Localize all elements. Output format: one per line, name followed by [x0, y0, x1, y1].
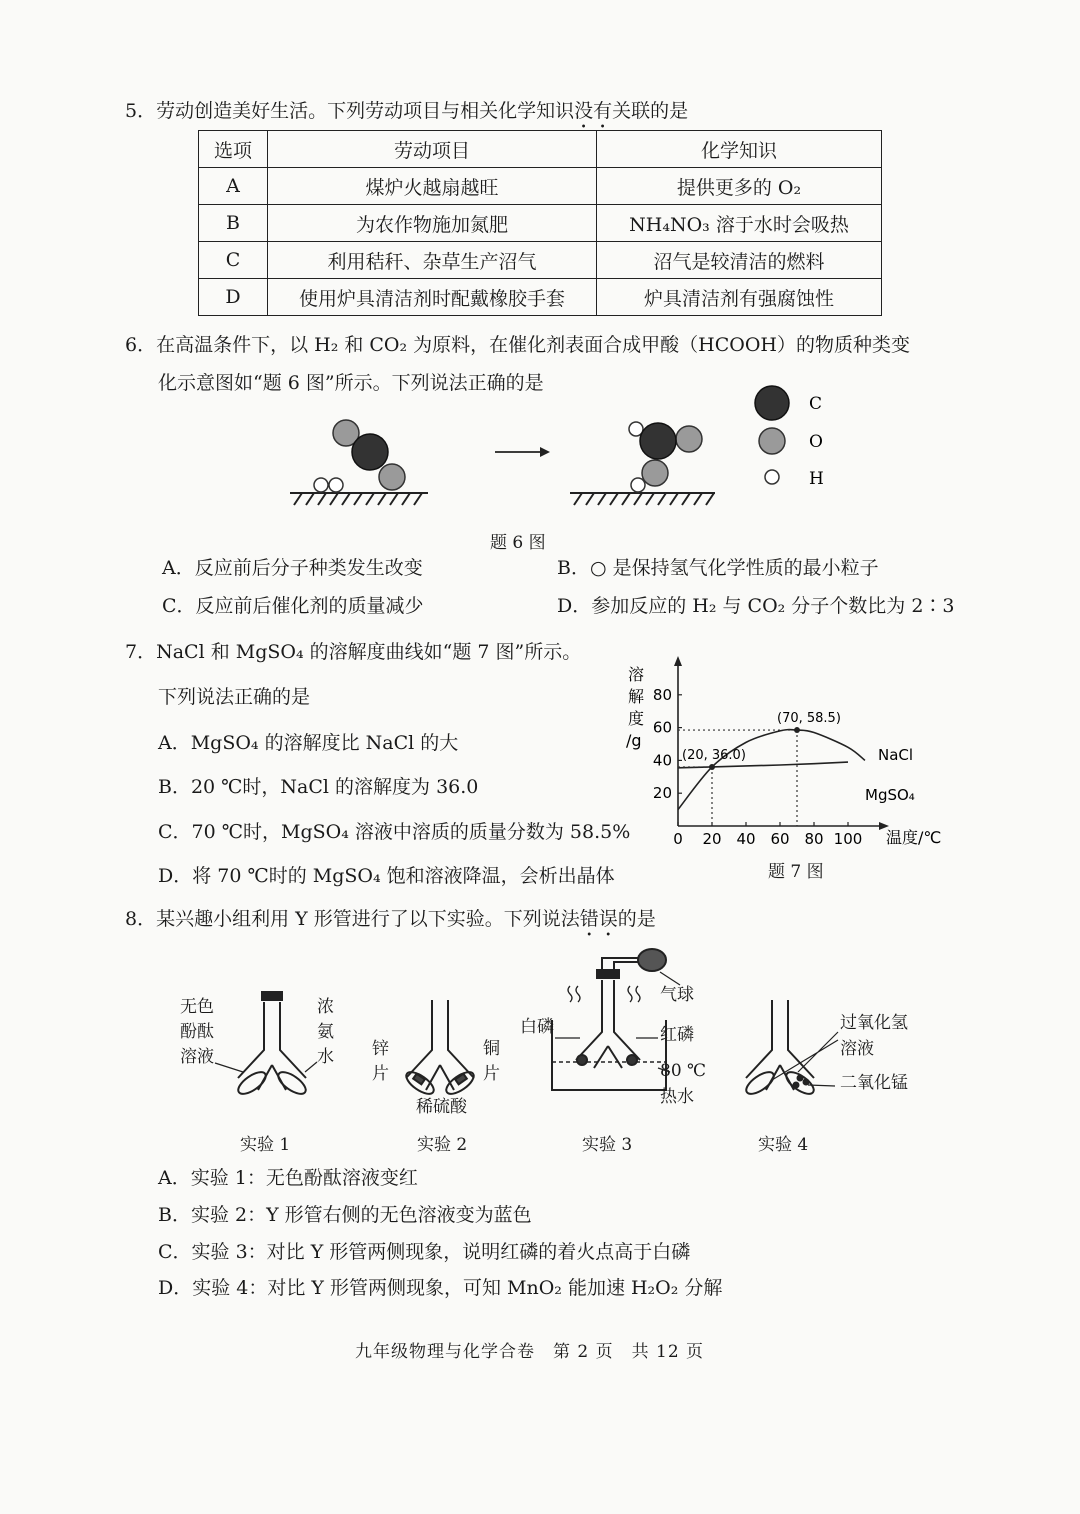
- y-tube-1: [215, 992, 317, 1098]
- table-cell: 提供更多的 O₂: [597, 168, 882, 205]
- y-tick-label: 20: [652, 784, 672, 803]
- exp4-label: 过氧化氢: [840, 1013, 908, 1033]
- point-annotation: (70, 58.5): [777, 711, 841, 727]
- x-tick-label: 40: [736, 830, 756, 848]
- page-footer: 九年级物理与化学合卷 第 2 页 共 12 页: [355, 1342, 705, 1362]
- exp1-label: 溶液: [180, 1047, 214, 1067]
- exp3-label: 气球: [660, 985, 694, 1005]
- exp3-label: 白磷: [520, 1017, 554, 1037]
- table-header: 选项: [199, 131, 268, 168]
- y-axis-arrow: [674, 656, 682, 666]
- q6-option-b[interactable]: B．○ 是保持氢气化学性质的最小粒子: [557, 557, 879, 579]
- q7-option-d[interactable]: D．将 70 ℃时的 MgSO₄ 饱和溶液降温，会析出晶体: [158, 865, 615, 887]
- x-tick-label: 80: [804, 830, 824, 848]
- series-label-mgso4: MgSO₄: [865, 786, 915, 804]
- q7-option-a[interactable]: A．MgSO₄ 的溶解度比 NaCl 的大: [158, 732, 459, 754]
- exp3-caption: 实验 3: [582, 1135, 633, 1155]
- q8-option-a[interactable]: A．实验 1：无色酚酞溶液变红: [158, 1167, 418, 1189]
- exp3-label: 80 ℃: [660, 1061, 707, 1081]
- table-row: [199, 279, 882, 316]
- exp1-label: 浓: [317, 997, 334, 1017]
- table-cell: 炉具清洁剂有强腐蚀性: [597, 279, 882, 316]
- q5-stem: 5．劳动创造美好生活。下列劳动项目与相关化学知识没有关联的是: [125, 100, 689, 122]
- q6-stem-line1: 6．在高温条件下，以 H₂ 和 CO₂ 为原料，在催化剂表面合成甲酸（HCOOH）的物质种类变: [125, 334, 910, 356]
- chart-annotations: [678, 711, 841, 826]
- catalyst-surface-right: [570, 493, 715, 505]
- table-cell: NH₄NO₃ 溶于水时会吸热: [597, 205, 882, 242]
- q8-option-c[interactable]: C．实验 3：对比 Y 形管两侧现象，说明红磷的着火点高于白磷: [158, 1241, 691, 1263]
- data-point: [709, 764, 715, 770]
- y-axis-label: 解: [628, 687, 645, 706]
- q7-caption: 题 7 图: [768, 862, 824, 882]
- q7-stem-line1: 7．NaCl 和 MgSO₄ 的溶解度曲线如“题 7 图”所示。: [125, 641, 582, 663]
- q6-caption: 题 6 图: [490, 533, 546, 553]
- table-cell: D: [199, 279, 268, 316]
- exp1-label: 酚酞: [180, 1022, 214, 1042]
- catalyst-surface-left: [290, 493, 428, 505]
- table-row: [199, 242, 882, 279]
- q8-option-d[interactable]: D．实验 4：对比 Y 形管两侧现象，可知 MnO₂ 能加速 H₂O₂ 分解: [158, 1277, 723, 1299]
- x-tick-label: 20: [702, 830, 722, 848]
- carbon-atom: [640, 423, 676, 459]
- oxygen-atom: [642, 460, 668, 486]
- y-tick-label: 80: [652, 685, 672, 704]
- reaction-arrow: [495, 447, 550, 457]
- exp3-label: 红磷: [660, 1025, 694, 1045]
- table-header: 化学知识: [597, 131, 882, 168]
- y-tube-2: [403, 1000, 477, 1098]
- chart-series: [678, 730, 865, 810]
- carbon-atom: [352, 434, 388, 470]
- exp2-label: 片: [372, 1064, 389, 1084]
- legend-label: H: [809, 469, 824, 489]
- exp3-label: 热水: [660, 1087, 694, 1107]
- data-point: [794, 727, 800, 733]
- exp2-caption: 实验 2: [417, 1135, 468, 1155]
- series-line-mgso4: [678, 730, 865, 810]
- table-cell: 沼气是较清洁的燃料: [597, 242, 882, 279]
- exp1-label: 水: [317, 1047, 334, 1067]
- table-row: [199, 168, 882, 205]
- exp2-label: 铜: [483, 1039, 500, 1059]
- table-header-row: [199, 131, 882, 168]
- hydrogen-atom: [329, 478, 343, 492]
- q8-experiments-figure: [160, 940, 960, 1130]
- table-cell: C: [199, 242, 268, 279]
- oxygen-atom: [379, 464, 405, 490]
- series-label-nacl: NaCl: [878, 746, 914, 764]
- table-cell: B: [199, 205, 268, 242]
- y-tube-4: [743, 1000, 838, 1098]
- x-axis-label: 温度/℃: [886, 828, 942, 847]
- hydrogen-atom: [314, 478, 328, 492]
- q6-option-c[interactable]: C．反应前后催化剂的质量减少: [162, 595, 424, 617]
- table-cell: 使用炉具清洁剂时配戴橡胶手套: [268, 279, 597, 316]
- exp4-caption: 实验 4: [758, 1135, 809, 1155]
- q6-stem-line2: 化示意图如“题 6 图”所示。下列说法正确的是: [158, 372, 544, 394]
- exp1-label: 氨: [317, 1022, 334, 1042]
- y-tick-label: 60: [652, 718, 672, 737]
- legend-oxygen-icon: [759, 428, 785, 454]
- exp2-label: 锌: [372, 1039, 389, 1059]
- q7-option-c[interactable]: C．70 ℃时，MgSO₄ 溶液中溶质的质量分数为 58.5%: [158, 821, 631, 843]
- hydrogen-atom: [631, 478, 645, 492]
- exp1-label: 无色: [180, 997, 214, 1017]
- exp2-label: 片: [483, 1064, 500, 1084]
- q8-stem: 8．某兴趣小组利用 Y 形管进行了以下实验。下列说法错误的是: [125, 908, 656, 930]
- q7-option-b[interactable]: B．20 ℃时，NaCl 的溶解度为 36.0: [158, 776, 479, 798]
- exp4-label: 溶液: [840, 1039, 874, 1059]
- y-axis-label: 度: [628, 709, 645, 728]
- legend-hydrogen-icon: [765, 470, 779, 484]
- point-annotation: (20, 36.0): [682, 747, 746, 763]
- y-axis-label: 溶: [628, 665, 645, 684]
- legend-carbon-icon: [755, 386, 789, 420]
- y-tick-label: 40: [652, 751, 672, 770]
- table-row: [199, 205, 882, 242]
- table-cell: 煤炉火越扇越旺: [268, 168, 597, 205]
- q7-stem-line2: 下列说法正确的是: [158, 686, 311, 708]
- x-tick-label: 0: [673, 830, 683, 848]
- exp2-label: 稀硫酸: [416, 1097, 467, 1117]
- q8-option-b[interactable]: B．实验 2：Y 形管右侧的无色溶液变为蓝色: [158, 1204, 532, 1226]
- exp4-label: 二氧化锰: [840, 1073, 908, 1093]
- q5-table: [198, 130, 882, 316]
- table-header: 劳动项目: [268, 131, 597, 168]
- table-cell: 为农作物施加氮肥: [268, 205, 597, 242]
- y-axis-label: /g: [626, 731, 642, 750]
- q6-option-d[interactable]: D．参加反应的 H₂ 与 CO₂ 分子个数比为 2∶3: [557, 595, 955, 617]
- solubility-chart: [620, 648, 965, 853]
- q6-figure: [280, 380, 860, 520]
- x-tick-label: 100: [833, 830, 863, 848]
- exp1-caption: 实验 1: [240, 1135, 291, 1155]
- legend-label: C: [809, 394, 823, 414]
- chart-axes: [674, 656, 889, 830]
- table-cell: A: [199, 168, 268, 205]
- oxygen-atom: [676, 426, 702, 452]
- x-tick-label: 60: [770, 830, 790, 848]
- q6-option-a[interactable]: A．反应前后分子种类发生改变: [162, 557, 423, 579]
- legend-label: O: [809, 432, 823, 452]
- table-cell: 利用秸秆、杂草生产沼气: [268, 242, 597, 279]
